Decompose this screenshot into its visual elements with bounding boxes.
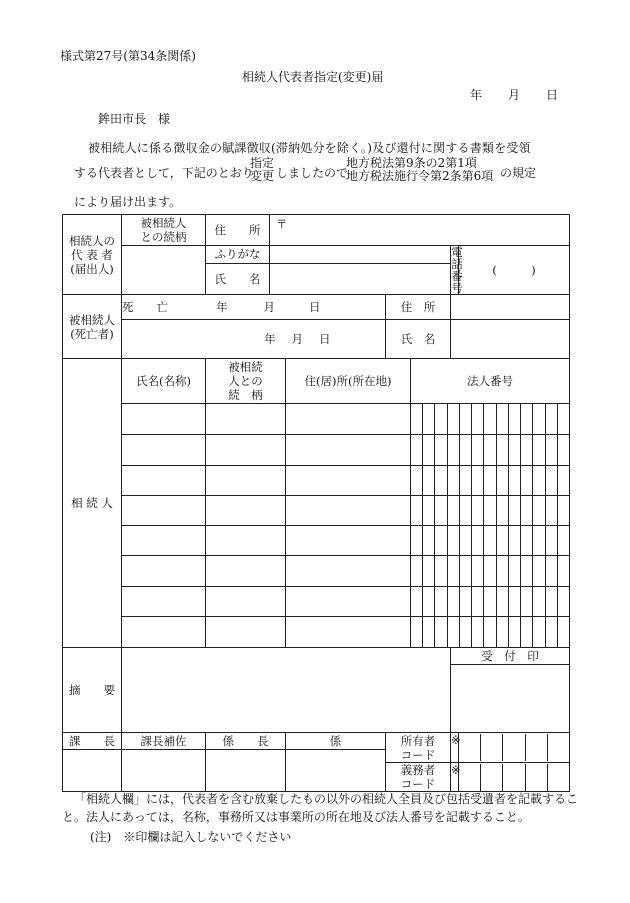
corp-digit-box[interactable]	[422, 617, 434, 647]
form-table	[62, 214, 570, 792]
corp-digit-box[interactable]	[459, 617, 471, 647]
heirs-col-rel-1: 被相続	[228, 360, 263, 374]
deceased-label-1: 被相続人	[69, 312, 115, 327]
code-box	[502, 764, 524, 791]
body-line-2b: しましたので	[276, 166, 349, 180]
rep-label-2: 代 表 者	[71, 247, 113, 262]
heir-corp-number[interactable]	[411, 404, 570, 435]
office-kakari: 係	[286, 733, 386, 750]
summary-field[interactable]	[122, 648, 451, 733]
rep-name-label: 氏 名	[206, 263, 270, 294]
corp-digit-box[interactable]	[411, 435, 422, 465]
corp-digit-box[interactable]	[434, 404, 446, 434]
date-day: 日	[546, 88, 559, 102]
corp-number-digits	[411, 617, 569, 647]
heir-address[interactable]	[286, 466, 411, 496]
corp-digit-box[interactable]	[557, 587, 569, 616]
deceased-label	[63, 295, 122, 359]
corp-digit-box[interactable]	[483, 404, 495, 434]
corp-digit-box[interactable]	[471, 466, 483, 495]
law-stack	[346, 157, 493, 183]
corp-digit-box[interactable]	[545, 435, 557, 465]
corp-digit-box[interactable]	[532, 556, 544, 586]
corp-digit-box[interactable]	[496, 587, 508, 616]
corp-digit-box[interactable]	[508, 556, 520, 586]
heir-relation[interactable]	[206, 526, 286, 556]
corp-digit-box[interactable]	[508, 435, 520, 465]
corp-digit-box[interactable]	[459, 526, 471, 555]
deceased-label-2: (死亡者)	[70, 326, 114, 341]
corp-digit-box[interactable]	[422, 526, 434, 555]
body-line-1: 被相続人に係る徴収金の賦課徴収(滞納処分を除く。)及び還付に関する書類を受領	[88, 141, 531, 155]
heir-relation[interactable]	[206, 556, 286, 587]
corp-digit-box[interactable]	[532, 435, 544, 465]
heir-relation[interactable]	[206, 496, 286, 526]
date-year: 年	[470, 88, 483, 102]
corp-digit-box[interactable]	[471, 587, 483, 616]
rep-address-field[interactable]	[270, 215, 570, 246]
heir-corp-number[interactable]	[411, 496, 570, 526]
rep-furigana-label: ふりがな	[206, 246, 270, 264]
corp-digit-box[interactable]	[471, 435, 483, 465]
heir-name[interactable]	[122, 404, 206, 435]
rep-relation-1: 被相続人	[140, 216, 187, 230]
owner-label-2: コード	[400, 747, 436, 762]
heirs-col-address: 住(居)所(所在地)	[286, 359, 411, 404]
corp-digit-box[interactable]	[447, 526, 459, 555]
kakari-stamp	[286, 750, 386, 792]
owner-mark: ※	[451, 733, 459, 763]
kakaricho-stamp	[206, 750, 286, 792]
code-box	[547, 764, 569, 791]
postal-mark: 〒	[276, 217, 288, 231]
body-line-3: により届け出ます。	[74, 195, 182, 209]
corp-digit-box[interactable]	[496, 556, 508, 586]
corp-digit-box[interactable]	[520, 617, 532, 647]
corp-digit-box[interactable]	[471, 556, 483, 586]
summary-label: 摘 要	[63, 648, 122, 733]
corp-digit-box[interactable]	[447, 496, 459, 525]
obligor-label-2: コード	[400, 777, 436, 791]
stamp-field	[451, 665, 570, 733]
rep-furigana-field[interactable]	[270, 246, 451, 264]
corp-digit-box[interactable]	[508, 526, 520, 555]
heir-corp-number[interactable]	[411, 526, 570, 556]
corp-number-digits	[411, 404, 569, 434]
death-day-2: 日	[319, 332, 331, 346]
corp-digit-box[interactable]	[496, 526, 508, 555]
law-2: 地方税法施行令第2条第6項	[346, 169, 494, 183]
heir-address[interactable]	[286, 587, 411, 617]
corp-digit-box[interactable]	[471, 496, 483, 525]
obligor-code-label	[386, 763, 451, 792]
corp-number-digits	[411, 435, 569, 465]
option-henko: 変更	[250, 169, 275, 183]
heirs-col-name: 氏名(名称)	[122, 359, 206, 404]
heir-relation[interactable]	[206, 466, 286, 496]
deceased-date-row[interactable]	[122, 320, 386, 359]
corp-digit-box[interactable]	[520, 526, 532, 555]
corp-digit-box[interactable]	[532, 404, 544, 434]
rep-phone-paren: ( )	[492, 263, 536, 277]
corp-digit-box[interactable]	[508, 587, 520, 616]
corp-digit-box[interactable]	[545, 617, 557, 647]
office-hosa: 課長補佐	[122, 733, 206, 750]
heir-corp-number[interactable]	[411, 466, 570, 496]
heirs-col-corp: 法人番号	[411, 359, 570, 404]
corp-number-digits	[411, 526, 569, 555]
corp-digit-box[interactable]	[483, 556, 495, 586]
corp-digit-box[interactable]	[471, 404, 483, 434]
corp-digit-box[interactable]	[508, 496, 520, 525]
corp-digit-box[interactable]	[483, 526, 495, 555]
law-1: 地方税法第9条の2第1項	[346, 156, 477, 170]
heir-address[interactable]	[286, 496, 411, 526]
heir-address[interactable]	[286, 556, 411, 587]
owner-label-1: 所有者	[400, 733, 436, 748]
heir-relation[interactable]	[206, 617, 286, 648]
code-box	[480, 734, 502, 761]
corp-digit-box[interactable]	[483, 496, 495, 525]
deceased-name-label: 氏 名	[386, 320, 451, 359]
death-month-2: 月	[291, 332, 303, 346]
heirs-label: 相 続 人	[63, 359, 122, 648]
heirs-col-relation	[206, 359, 286, 404]
corp-digit-box[interactable]	[496, 404, 508, 434]
corp-digit-box[interactable]	[459, 466, 471, 495]
corp-digit-box[interactable]	[411, 466, 422, 495]
corp-digit-box[interactable]	[557, 617, 569, 647]
rep-label-3: (届出人)	[70, 261, 114, 276]
corp-digit-box[interactable]	[411, 617, 422, 647]
corp-digit-box[interactable]	[434, 496, 446, 525]
heir-corp-number[interactable]	[411, 556, 570, 587]
rep-label-1: 相続人の	[69, 233, 115, 248]
corp-number-digits	[411, 587, 569, 616]
heirs-col-rel-3: 続 柄	[228, 388, 263, 402]
corp-digit-box[interactable]	[520, 556, 532, 586]
option-stack	[250, 157, 274, 183]
heir-name[interactable]	[122, 617, 206, 648]
corp-digit-box[interactable]	[447, 435, 459, 465]
rep-name-field[interactable]	[270, 263, 451, 294]
heirs-col-rel-2: 人との	[228, 374, 263, 388]
corp-digit-box[interactable]	[545, 556, 557, 586]
corp-digit-box[interactable]	[532, 526, 544, 555]
corp-number-digits	[411, 466, 569, 495]
corp-digit-box[interactable]	[434, 526, 446, 555]
corp-digit-box[interactable]	[483, 587, 495, 616]
heir-relation[interactable]	[206, 435, 286, 466]
corp-digit-box[interactable]	[557, 526, 569, 555]
note-3: (注) ※印欄は記入しないでください	[90, 830, 292, 844]
corp-digit-box[interactable]	[411, 496, 422, 525]
code-box	[525, 734, 547, 761]
addressee: 鉾田市長 様	[98, 112, 171, 126]
deceased-address-label: 住 所	[386, 295, 451, 320]
corp-digit-box[interactable]	[545, 526, 557, 555]
corp-digit-box[interactable]	[422, 496, 434, 525]
note-1: 「相続人欄」には，代表者を含む放棄したもの以外の相続人全員及び包括受遺者を記載するこ	[74, 792, 579, 806]
corp-digit-box[interactable]	[520, 587, 532, 616]
rep-relation-field[interactable]	[122, 246, 206, 295]
heir-name[interactable]	[122, 556, 206, 587]
office-kakaricho: 係 長	[206, 733, 286, 750]
corp-digit-box[interactable]	[532, 466, 544, 495]
heir-name[interactable]	[122, 496, 206, 526]
corp-digit-box[interactable]	[545, 466, 557, 495]
corp-digit-box[interactable]	[557, 556, 569, 586]
heir-name[interactable]	[122, 587, 206, 617]
corp-digit-box[interactable]	[447, 404, 459, 434]
heir-address[interactable]	[286, 617, 411, 648]
corp-number-digits	[411, 556, 569, 586]
form-title: 相続人代表者指定(変更)届	[242, 70, 384, 84]
corp-digit-box[interactable]	[422, 556, 434, 586]
code-box	[547, 734, 569, 761]
corp-digit-box[interactable]	[520, 435, 532, 465]
deceased-death-row	[122, 295, 386, 320]
corp-digit-box[interactable]	[447, 556, 459, 586]
death-year-2: 年	[264, 332, 276, 346]
corp-digit-box[interactable]	[434, 435, 446, 465]
death-day-1: 日	[309, 300, 321, 314]
owner-code-label	[386, 733, 451, 763]
corp-digit-box[interactable]	[411, 587, 422, 616]
kacho-stamp	[63, 750, 122, 792]
corp-digit-box[interactable]	[520, 496, 532, 525]
heir-address[interactable]	[286, 435, 411, 466]
rep-relation-2: との続柄	[140, 230, 187, 244]
code-box	[480, 764, 502, 791]
date-line	[470, 86, 558, 103]
corp-digit-box[interactable]	[447, 587, 459, 616]
obligor-mark: ※	[451, 763, 459, 792]
obligor-code-field	[459, 763, 570, 792]
heir-corp-number[interactable]	[411, 435, 570, 466]
owner-code-field	[459, 733, 570, 763]
corp-digit-box[interactable]	[496, 617, 508, 647]
code-boxes	[459, 734, 569, 761]
corp-digit-box[interactable]	[447, 617, 459, 647]
corp-digit-box[interactable]	[532, 587, 544, 616]
corp-digit-box[interactable]	[459, 435, 471, 465]
corp-digit-box[interactable]	[545, 587, 557, 616]
option-shitei: 指定	[250, 156, 275, 170]
corp-digit-box[interactable]	[434, 466, 446, 495]
heir-name[interactable]	[122, 435, 206, 466]
code-boxes	[459, 764, 569, 791]
corp-number-digits	[411, 496, 569, 525]
corp-digit-box[interactable]	[434, 556, 446, 586]
body-line-2a: する代表者として，下記のとおり	[74, 166, 254, 180]
corp-digit-box[interactable]	[496, 435, 508, 465]
heir-relation[interactable]	[206, 404, 286, 435]
corp-digit-box[interactable]	[483, 466, 495, 495]
corp-digit-box[interactable]	[411, 404, 422, 434]
corp-digit-box[interactable]	[483, 435, 495, 465]
corp-digit-box[interactable]	[422, 435, 434, 465]
deceased-address-field[interactable]	[451, 295, 570, 320]
corp-digit-box[interactable]	[520, 466, 532, 495]
corp-digit-box[interactable]	[483, 617, 495, 647]
corp-digit-box[interactable]	[545, 496, 557, 525]
corp-digit-box[interactable]	[434, 587, 446, 616]
heir-name[interactable]	[122, 526, 206, 556]
corp-digit-box[interactable]	[434, 617, 446, 647]
note-2: と。法人にあっては，名称，事務所又は事業所の所在地及び法人番号を記載すること。	[62, 810, 530, 824]
deceased-name-field[interactable]	[451, 320, 570, 359]
corp-digit-box[interactable]	[508, 466, 520, 495]
death-month-1: 月	[263, 300, 275, 314]
corp-digit-box[interactable]	[496, 496, 508, 525]
heir-relation[interactable]	[206, 587, 286, 617]
rep-relation-label	[122, 215, 206, 246]
heir-corp-number[interactable]	[411, 587, 570, 617]
corp-digit-box[interactable]	[557, 435, 569, 465]
corp-digit-box[interactable]	[508, 617, 520, 647]
corp-digit-box[interactable]	[471, 526, 483, 555]
corp-digit-box[interactable]	[422, 587, 434, 616]
office-kacho: 課 長	[63, 733, 122, 750]
code-box	[502, 734, 524, 761]
death-label: 死 亡	[122, 300, 168, 314]
stamp-label: 受 付 印	[451, 648, 570, 665]
corp-digit-box[interactable]	[459, 496, 471, 525]
rep-address-label: 住 所	[206, 215, 270, 246]
obligor-label-1: 義務者	[400, 763, 436, 777]
body-line-2c: の規定	[500, 166, 537, 180]
rep-label	[63, 215, 122, 295]
code-box	[459, 764, 480, 791]
code-box	[459, 734, 480, 761]
code-box	[525, 764, 547, 791]
corp-digit-box[interactable]	[422, 466, 434, 495]
corp-digit-box[interactable]	[411, 526, 422, 555]
corp-digit-box[interactable]	[496, 466, 508, 495]
corp-digit-box[interactable]	[545, 404, 557, 434]
corp-digit-box[interactable]	[532, 617, 544, 647]
corp-digit-box[interactable]	[508, 404, 520, 434]
corp-digit-box[interactable]	[557, 404, 569, 434]
corp-digit-box[interactable]	[532, 496, 544, 525]
heir-address[interactable]	[286, 404, 411, 435]
corp-digit-box[interactable]	[471, 617, 483, 647]
corp-digit-box[interactable]	[557, 466, 569, 495]
corp-digit-box[interactable]	[520, 404, 532, 434]
heir-corp-number[interactable]	[411, 617, 570, 648]
hosa-stamp	[122, 750, 206, 792]
corp-digit-box[interactable]	[459, 404, 471, 434]
heir-name[interactable]	[122, 466, 206, 496]
form-number: 様式第27号(第34条関係)	[60, 49, 196, 63]
corp-digit-box[interactable]	[447, 466, 459, 495]
corp-digit-box[interactable]	[557, 496, 569, 525]
date-month: 月	[508, 88, 521, 102]
rep-phone-field[interactable]	[459, 246, 570, 295]
corp-digit-box[interactable]	[422, 404, 434, 434]
corp-digit-box[interactable]	[459, 587, 471, 616]
corp-digit-box[interactable]	[459, 556, 471, 586]
death-year-1: 年	[216, 300, 228, 314]
corp-digit-box[interactable]	[411, 556, 422, 586]
rep-phone-label: 電話番号	[451, 245, 463, 295]
heir-address[interactable]	[286, 526, 411, 556]
